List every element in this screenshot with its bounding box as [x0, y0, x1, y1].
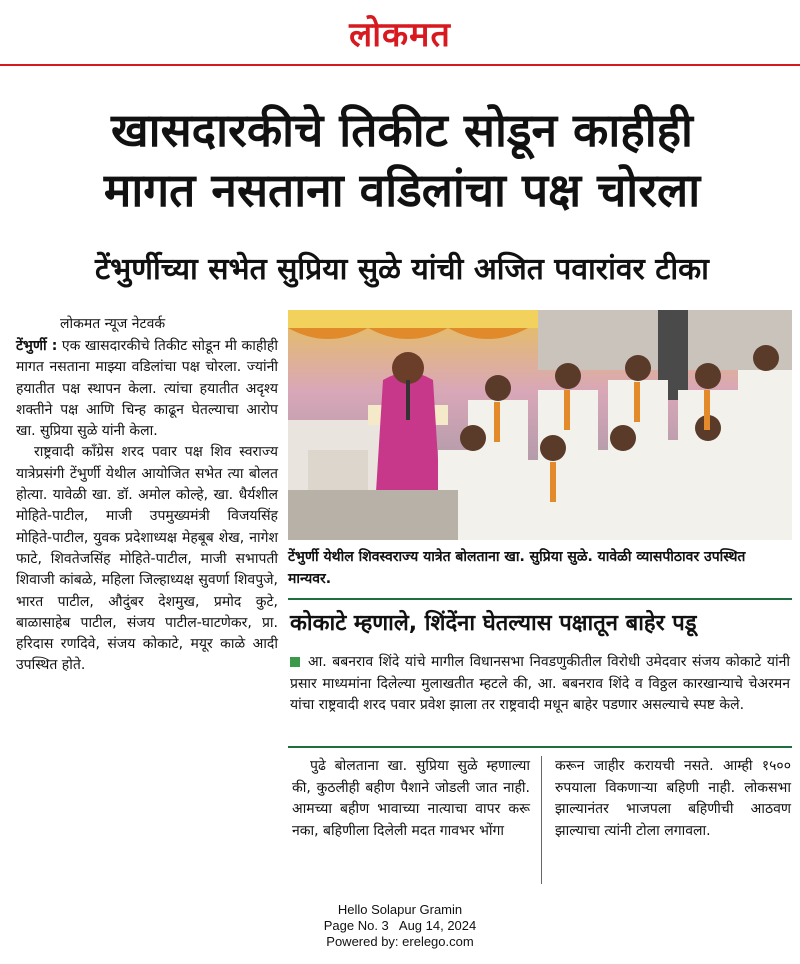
rally-photo-image — [288, 310, 792, 540]
article-column-left — [16, 336, 278, 677]
paragraph-1: एक खासदारकीचे तिकीट सोडून मी काहीही मागत नसताना माझ्या वडिलांचा पक्ष चोरला. ज्यांनी हयातीत पक्ष स्थापन केला. त्यांचा हयातीत अदृश्य शक्तीने पक्ष आणि चिन्ह काढून घेतल्याचा आरोप खा. सुप्रिया सुळे यांनी केला. — [16, 338, 278, 440]
lokmat-logo: लोकमत — [349, 15, 451, 55]
footer-powered-by: Powered by: erelego.com — [326, 934, 474, 949]
paragraph-3: पुढे बोलताना खा. सुप्रिया सुळे म्हणाल्या की, कुठलीही बहीण पैशाने जोडली जात नाही. आमच्या बहीण भावाच्या नात्याचा वापर करू नका, बहिणीला दिलेली मदत गावभर भोंगा — [292, 758, 530, 839]
paragraph-4: करून जाहीर करायची नसते. आम्ही १५०० रुपयाला विकणाऱ्या बहिणी नाही. लोकसभा झाल्यानंतर भाजपला बहिणीची आठवण झाल्याचा त्यांनी टोला लगावला. — [555, 758, 791, 839]
dateline: टेंभुर्णी : — [16, 338, 58, 354]
footer — [0, 902, 800, 950]
sidebar-bottom-rule — [288, 746, 792, 748]
footer-page-info: Page No. 3 Aug 14, 2024 — [323, 918, 477, 933]
sidebar-title: कोकाटे म्हणाले, शिंदेंना घेतल्यास पक्षातून बाहेर पडू — [290, 611, 697, 636]
footer-publication: Hello Solapur Gramin — [337, 902, 463, 917]
subheadline: टेंभुर्णीच्या सभेत सुप्रिया सुळे यांची अजित पवारांवर टीका — [95, 252, 709, 287]
photo-caption: टेंभुर्णी येथील शिवस्वराज्य यात्रेत बोलताना खा. सुप्रिया सुळे. यावेळी व्यासपीठावर उपस्थित मान्यवर. — [288, 549, 746, 587]
masthead-rule — [0, 64, 800, 66]
news-photo — [288, 310, 792, 540]
headline-line-1: खासदारकीचे तिकीट सोडून काहीही — [111, 103, 693, 157]
masthead — [0, 0, 800, 62]
sidebar-text: आ. बबनराव शिंदे यांचे मागील विधानसभा निवडणुकीतील विरोधी उमेदवार संजय कोकाटे यांनी प्रसार माध्यमांना दिलेल्या मुलाखतीत म्हटले की, आ. बबनराव शिंदे व विठ्ठल कारखान्याचे चेअरमन यांचा राष्ट्रवादी शरद पवार प्रवेश झाला तर राष्ट्रवादी मधून बाहेर पडणार असल्याचे स्पष्ट केले. — [290, 654, 790, 713]
column-divider — [541, 756, 542, 884]
article-column-right — [555, 756, 791, 842]
square-bullet-icon — [290, 657, 300, 667]
article-column-middle — [292, 756, 530, 842]
byline: लोकमत न्यूज नेटवर्क — [60, 316, 166, 332]
headline — [14, 100, 790, 220]
headline-line-2: मागत नसताना वडिलांचा पक्ष चोरला — [103, 163, 701, 217]
paragraph-2: राष्ट्रवादी काँग्रेस शरद पवार पक्ष शिव स्वराज्य यात्रेप्रसंगी टेंभुर्णी येथील आयोजित सभेत त्या बोलत होत्या. यावेळी खा. डॉ. अमोल कोल्हे, खा. धैर्यशील मोहिते-पाटील, माजी उपमुख्यमंत्री विजयसिंह मोहिते-पाटील, युवक प्रदेशाध्यक्ष मेहबूब शेख, नागेश फाटे, शिवतेजसिंह मोहिते-पाटील, माजी सभापती शिवाजी कांबळे, महिला जिल्हाध्यक्ष सुवर्णा शिवपुजे, भारत पाटील, औदुंबर देशमुख, प्रमोद कुटे, बाळासाहेब पाटील, संजय पाटील-घाटणेकर, प्रा. हरिदास रणदिवे, संजय कोकाटे, मयूर काळे आदी उपस्थित होते. — [16, 444, 278, 674]
sidebar-body — [290, 652, 790, 717]
sidebar-top-rule — [288, 598, 792, 600]
